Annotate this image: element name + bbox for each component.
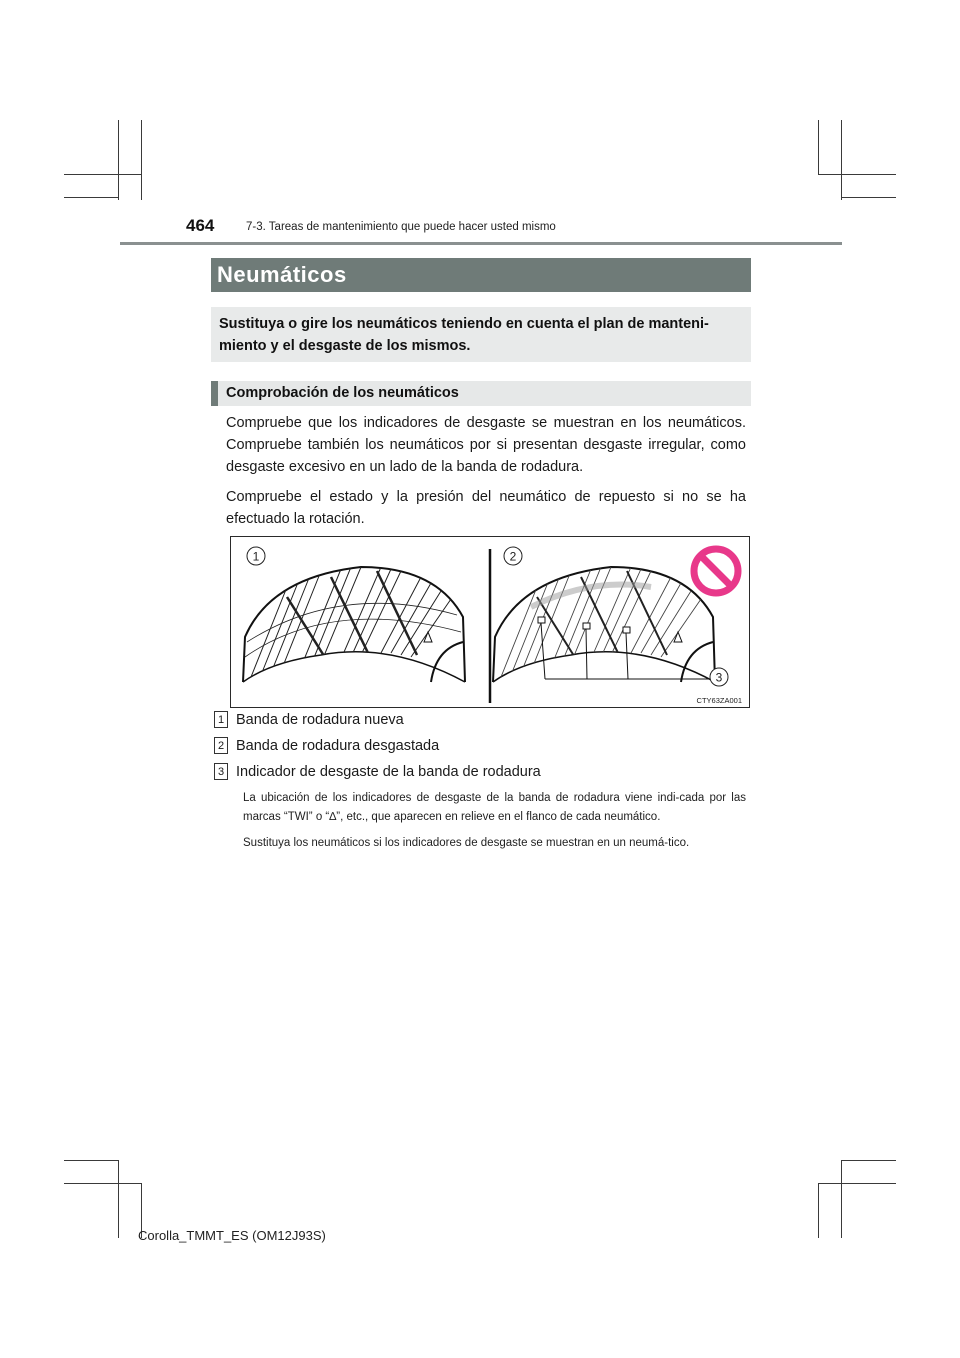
legend-number: 3 — [214, 763, 228, 780]
tire-tread-figure — [230, 536, 750, 708]
legend-number: 2 — [214, 737, 228, 754]
legend-text: Banda de rodadura desgastada — [236, 738, 440, 754]
svg-text:3: 3 — [715, 670, 723, 685]
crop-mark-top-right-v — [818, 120, 819, 175]
header-rule — [120, 242, 842, 245]
section-title: Neumáticos — [211, 258, 751, 292]
legend-item-3 — [214, 762, 541, 782]
crop-mark-top-left-v2 — [141, 120, 142, 200]
footer-model: Corolla_TMMT_ES (OM12J93S) — [138, 1228, 326, 1243]
page-number: 464 — [186, 216, 215, 235]
subsection-title: Comprobación de los neumáticos — [211, 381, 751, 406]
crop-mark-top-right-v2 — [841, 120, 842, 200]
prohibition-icon — [694, 549, 738, 593]
paragraph-wear-indicators: Compruebe que los indicadores de desgaste se muestran en los neumáticos. Compruebe también los neumáticos por si presentan desgaste irregular, como desgaste excesivo en un lado de la banda de rodadura. — [226, 415, 746, 475]
legend-item-2 — [214, 736, 439, 756]
chapter-heading: 7-3. Tareas de mantenimiento que puede hacer usted mismo — [246, 221, 556, 233]
legend-text: Indicador de desgaste de la banda de rodadura — [236, 764, 541, 780]
crop-mark-top-left-h — [64, 174, 142, 175]
body-text — [226, 412, 746, 530]
callout-3 — [710, 668, 728, 686]
crop-mark-top-left-h2 — [64, 197, 119, 198]
crop-mark-bottom-right-v2 — [841, 1160, 842, 1238]
crop-mark-bottom-right-h2 — [841, 1160, 896, 1161]
legend-item-1 — [214, 710, 404, 730]
tire-illustration — [231, 537, 749, 707]
crop-mark-bottom-right-h — [818, 1183, 896, 1184]
crop-mark-bottom-left-h2 — [64, 1183, 142, 1184]
crop-mark-top-right-h — [818, 174, 896, 175]
intro-box: Sustituya o gire los neumáticos teniendo en cuenta el plan de manteni-miento y el desgaste de los mismos. — [211, 307, 751, 362]
svg-text:2: 2 — [509, 549, 517, 564]
legend-number: 1 — [214, 711, 228, 728]
worn-tread-tire — [493, 567, 715, 682]
crop-mark-top-left-v — [118, 120, 119, 200]
crop-mark-bottom-right-v — [818, 1183, 819, 1238]
new-tread-tire — [243, 567, 465, 682]
note-replace-tires: Sustituya los neumáticos si los indicadores de desgaste se muestran en un neumá-tico. — [243, 837, 690, 849]
callout-1 — [247, 547, 265, 565]
crop-mark-bottom-left-v — [118, 1160, 119, 1238]
svg-text:1: 1 — [252, 549, 260, 564]
crop-mark-top-right-h2 — [841, 197, 896, 198]
notes — [243, 789, 746, 853]
note-wear-indicator-location: La ubicación de los indicadores de desgaste de la banda de rodadura viene indi-cada por las marcas “TWI” o “∆”, etc., que aparecen en relieve en el flanco de cada neumático. — [243, 792, 746, 823]
callout-2 — [504, 547, 522, 565]
paragraph-spare-tire: Compruebe el estado y la presión del neumático de repuesto si no se ha efectuado la rotación. — [226, 489, 746, 527]
legend-text: Banda de rodadura nueva — [236, 712, 404, 728]
figure-code: CTY63ZA001 — [696, 696, 742, 705]
crop-mark-bottom-left-h — [64, 1160, 119, 1161]
